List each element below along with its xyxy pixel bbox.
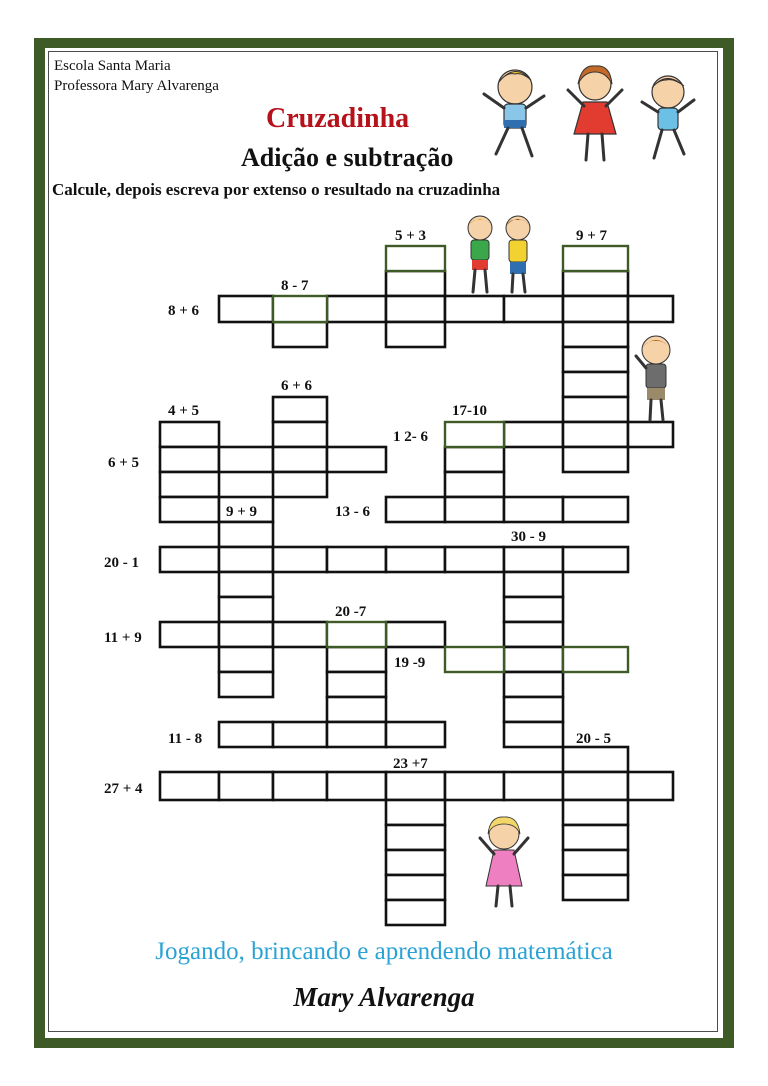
- crossword-cell-start[interactable]: [445, 422, 504, 447]
- crossword-cell[interactable]: [504, 572, 563, 597]
- clue-17-minus-10: 17-10: [452, 403, 487, 419]
- crossword-cell-start[interactable]: [273, 296, 327, 322]
- crossword-cell[interactable]: [386, 322, 445, 347]
- crossword-cell[interactable]: [219, 572, 273, 597]
- crossword-cell[interactable]: [563, 447, 628, 472]
- clue-11-plus-9: 11 + 9: [104, 630, 142, 646]
- clue-20-minus-5: 20 - 5: [576, 731, 611, 747]
- crossword-cell[interactable]: [219, 447, 273, 472]
- crossword-cell[interactable]: [563, 296, 628, 322]
- crossword-cell[interactable]: [563, 422, 628, 447]
- crossword-cell[interactable]: [160, 497, 219, 522]
- crossword-cell-start[interactable]: [386, 246, 445, 271]
- crossword-cell[interactable]: [504, 622, 563, 647]
- boy-standing-illustration: [630, 332, 684, 424]
- crossword-cell[interactable]: [504, 422, 563, 447]
- crossword-cell[interactable]: [445, 296, 504, 322]
- crossword-cell[interactable]: [628, 296, 673, 322]
- crossword-cell[interactable]: [219, 647, 273, 672]
- crossword-cell[interactable]: [504, 497, 563, 522]
- crossword-cell[interactable]: [504, 722, 563, 747]
- crossword-cell[interactable]: [327, 772, 386, 800]
- crossword-cell[interactable]: [386, 875, 445, 900]
- crossword-cell[interactable]: [327, 547, 386, 572]
- crossword-cell-start[interactable]: [445, 647, 504, 672]
- clue-13-minus-6: 13 - 6: [335, 504, 370, 520]
- children-jumping-illustration: [470, 62, 700, 170]
- crossword-cell-start[interactable]: [563, 246, 628, 271]
- crossword-cell[interactable]: [160, 472, 219, 497]
- crossword-cell[interactable]: [504, 597, 563, 622]
- crossword-cell[interactable]: [504, 672, 563, 697]
- crossword-cell[interactable]: [386, 296, 445, 322]
- crossword-cell[interactable]: [504, 697, 563, 722]
- page-subtitle: Adição e subtração: [241, 143, 454, 172]
- crossword-cell[interactable]: [386, 825, 445, 850]
- crossword-cell[interactable]: [386, 271, 445, 296]
- crossword-cell[interactable]: [445, 472, 504, 497]
- crossword-cell[interactable]: [504, 772, 563, 800]
- crossword-cell[interactable]: [628, 422, 673, 447]
- clue-30-minus-9: 30 - 9: [511, 529, 546, 545]
- school-name: Escola Santa Maria: [54, 58, 171, 74]
- footer-slogan: Jogando, brincando e aprendendo matemática: [155, 938, 613, 965]
- crossword-cell[interactable]: [563, 850, 628, 875]
- clue-12-minus-6: 1 2- 6: [393, 429, 428, 445]
- crossword-cell[interactable]: [327, 447, 386, 472]
- crossword-cell[interactable]: [386, 722, 445, 747]
- crossword-cell[interactable]: [219, 772, 273, 800]
- crossword-cell[interactable]: [504, 296, 563, 322]
- crossword-cell[interactable]: [563, 547, 628, 572]
- crossword-cell[interactable]: [563, 271, 628, 296]
- clue-9-plus-7: 9 + 7: [576, 228, 608, 244]
- crossword-cell[interactable]: [445, 772, 504, 800]
- crossword-cell[interactable]: [563, 322, 628, 347]
- instructions-text: Calcule, depois escreva por extenso o resultado na cruzadinha: [52, 180, 501, 199]
- crossword-cell[interactable]: [628, 772, 673, 800]
- clue-27-plus-4: 27 + 4: [104, 781, 143, 797]
- crossword-cell[interactable]: [273, 722, 327, 747]
- crossword-cell[interactable]: [219, 672, 273, 697]
- clue-9-plus-9: 9 + 9: [226, 504, 258, 520]
- clue-20-minus-7: 20 -7: [335, 604, 367, 620]
- crossword-cell[interactable]: [563, 347, 628, 372]
- crossword-cell[interactable]: [386, 900, 445, 925]
- clue-23-plus-7: 23 +7: [393, 756, 428, 772]
- crossword-cell[interactable]: [445, 497, 504, 522]
- page-title: Cruzadinha: [266, 103, 410, 134]
- crossword-cell[interactable]: [563, 772, 628, 800]
- crossword-cell[interactable]: [386, 497, 445, 522]
- crossword-cell[interactable]: [273, 472, 327, 497]
- crossword-cell[interactable]: [327, 697, 386, 722]
- crossword-cell[interactable]: [563, 747, 628, 772]
- crossword-cell[interactable]: [273, 447, 327, 472]
- clue-6-plus-6: 6 + 6: [281, 378, 313, 394]
- crossword-cell[interactable]: [273, 422, 327, 447]
- crossword-cell[interactable]: [504, 647, 563, 672]
- crossword-cell[interactable]: [386, 622, 445, 647]
- crossword-cell[interactable]: [273, 547, 327, 572]
- crossword-cell[interactable]: [273, 397, 327, 422]
- crossword-cell[interactable]: [563, 372, 628, 397]
- crossword-cell[interactable]: [219, 296, 273, 322]
- footer-author-signature: Mary Alvarenga: [293, 982, 475, 1012]
- crossword-cell[interactable]: [386, 547, 445, 572]
- crossword-cell[interactable]: [386, 772, 445, 800]
- crossword-cell[interactable]: [386, 800, 445, 825]
- clue-11-minus-8: 11 - 8: [168, 731, 203, 747]
- clue-20-minus-1: 20 - 1: [104, 555, 139, 571]
- crossword-cell[interactable]: [219, 722, 273, 747]
- crossword-cell[interactable]: [160, 447, 219, 472]
- crossword-cell[interactable]: [273, 772, 327, 800]
- crossword-cell[interactable]: [563, 397, 628, 422]
- crossword-cell[interactable]: [563, 875, 628, 900]
- crossword-cell[interactable]: [219, 522, 273, 547]
- crossword-cell[interactable]: [160, 772, 219, 800]
- clue-8-plus-6: 8 + 6: [168, 303, 200, 319]
- crossword-cell[interactable]: [219, 597, 273, 622]
- crossword-cell[interactable]: [327, 672, 386, 697]
- clue-8-minus-7: 8 - 7: [281, 278, 309, 294]
- crossword-cell[interactable]: [219, 547, 273, 572]
- clue-19-minus-9: 19 -9: [394, 655, 426, 671]
- clue-6-plus-5: 6 + 5: [108, 455, 140, 471]
- crossword-cell[interactable]: [327, 722, 386, 747]
- crossword-cell[interactable]: [563, 825, 628, 850]
- crossword-cell[interactable]: [160, 622, 219, 647]
- clue-4-plus-5: 4 + 5: [168, 403, 200, 419]
- crossword-cell[interactable]: [219, 622, 273, 647]
- crossword-cell[interactable]: [445, 447, 504, 472]
- girl-waving-illustration: [472, 812, 536, 912]
- crossword-cell[interactable]: [160, 547, 219, 572]
- crossword-cell[interactable]: [504, 547, 563, 572]
- crossword-cell-start[interactable]: [327, 622, 386, 647]
- crossword-cell[interactable]: [327, 647, 386, 672]
- crossword-cell[interactable]: [563, 497, 628, 522]
- crossword-cell[interactable]: [563, 800, 628, 825]
- teacher-name: Professora Mary Alvarenga: [54, 78, 219, 94]
- crossword-cell[interactable]: [160, 422, 219, 447]
- crossword-cell[interactable]: [445, 547, 504, 572]
- crossword-cell[interactable]: [386, 850, 445, 875]
- clue-5-plus-3: 5 + 3: [395, 228, 427, 244]
- crossword-cell[interactable]: [273, 322, 327, 347]
- crossword-cell[interactable]: [327, 296, 386, 322]
- two-boys-illustration: [458, 212, 542, 296]
- crossword-cell-start[interactable]: [563, 647, 628, 672]
- crossword-cell[interactable]: [273, 622, 327, 647]
